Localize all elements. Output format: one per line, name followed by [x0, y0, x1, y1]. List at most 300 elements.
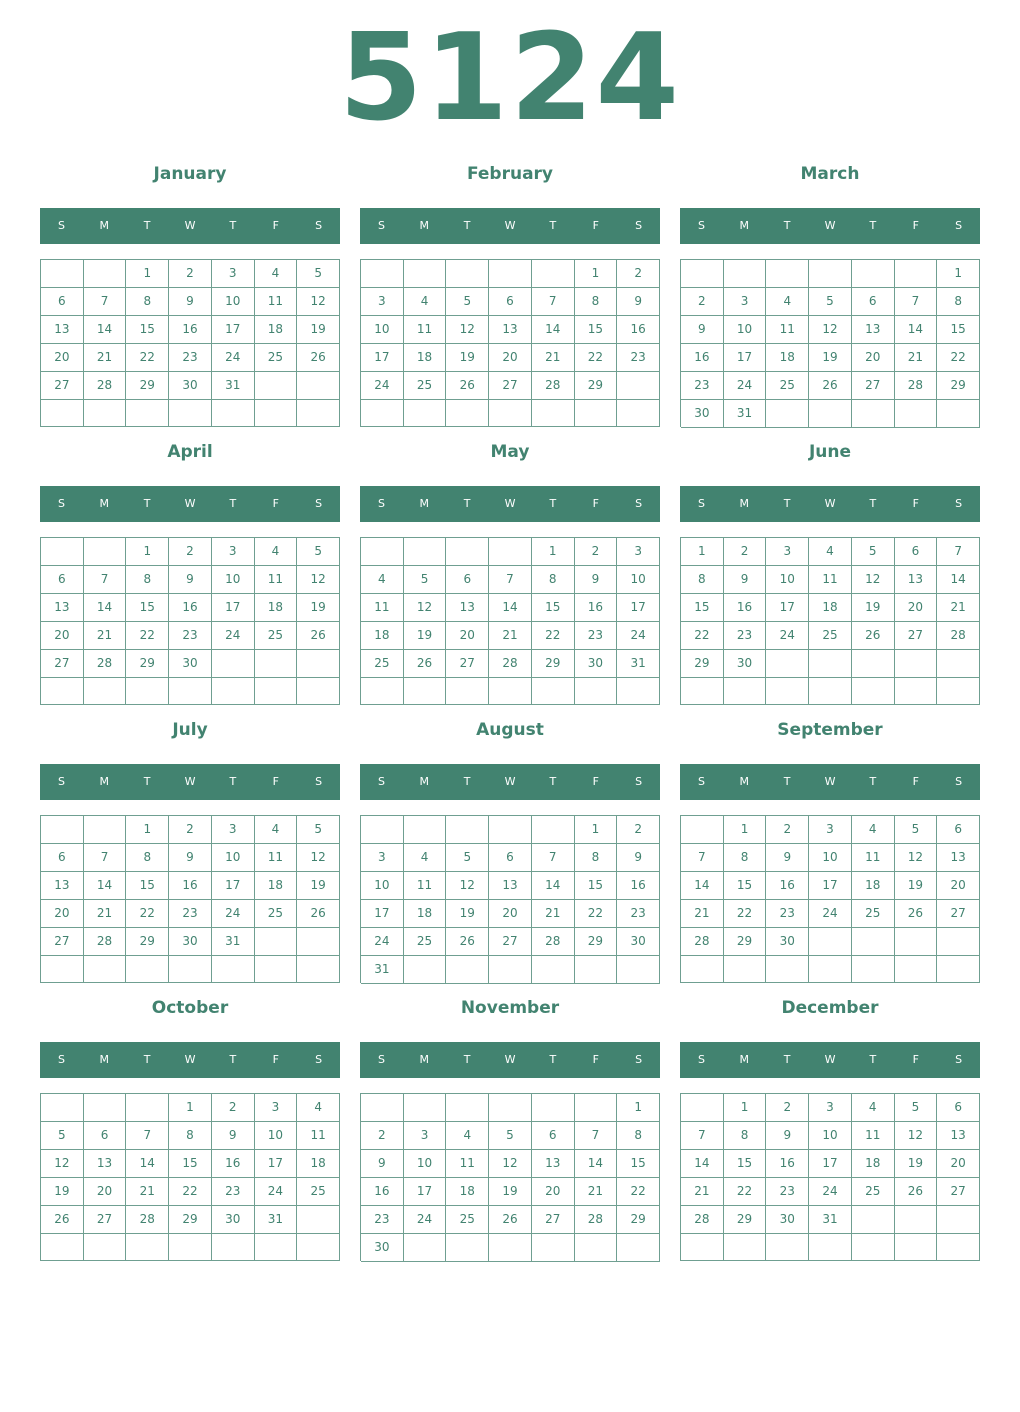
day-cell: 9: [361, 1150, 404, 1178]
weekday-label: T: [869, 219, 877, 232]
day-cell: 24: [361, 928, 404, 956]
weekday-label: S: [697, 497, 705, 510]
day-cell: 26: [404, 650, 447, 678]
empty-day-cell: [404, 678, 447, 705]
weekday-label: F: [592, 1053, 599, 1066]
day-cell: 5: [446, 288, 489, 316]
empty-day-cell: [809, 1234, 852, 1261]
day-cell: 20: [895, 594, 938, 622]
empty-day-cell: [489, 260, 532, 288]
weekday-header-row: [680, 1042, 980, 1078]
day-cell: 3: [404, 1122, 447, 1150]
day-cell: 31: [361, 956, 404, 984]
day-cell: 22: [126, 900, 169, 928]
day-cell: 14: [532, 316, 575, 344]
weekday-label: M: [419, 1053, 430, 1066]
day-cell: 22: [169, 1178, 212, 1206]
day-cell: 12: [446, 872, 489, 900]
day-cell: 30: [169, 928, 212, 956]
empty-day-cell: [895, 678, 938, 705]
day-cell: 12: [852, 566, 895, 594]
empty-day-cell: [617, 956, 660, 984]
day-cell: 30: [169, 372, 212, 400]
empty-day-cell: [41, 538, 84, 566]
day-cell: 28: [895, 372, 938, 400]
weekday-label: S: [697, 1053, 705, 1066]
day-cell: 18: [297, 1150, 340, 1178]
day-cell: 4: [446, 1122, 489, 1150]
empty-day-cell: [895, 1206, 938, 1234]
empty-day-cell: [617, 400, 660, 427]
weekday-label: T: [463, 775, 471, 788]
weekday-label: T: [549, 1053, 557, 1066]
weekday-label: W: [504, 219, 516, 232]
day-cell: 26: [297, 622, 340, 650]
weekday-header-row: [680, 764, 980, 800]
day-cell: 11: [361, 594, 404, 622]
day-cell: 4: [255, 538, 298, 566]
empty-day-cell: [255, 400, 298, 427]
empty-day-cell: [404, 816, 447, 844]
day-cell: 8: [724, 1122, 767, 1150]
empty-day-cell: [937, 650, 980, 678]
day-cell: 24: [809, 900, 852, 928]
day-cell: 14: [681, 872, 724, 900]
day-cell: 6: [532, 1122, 575, 1150]
day-cell: 13: [41, 594, 84, 622]
day-cell: 21: [681, 1178, 724, 1206]
day-cell: 23: [169, 900, 212, 928]
day-cell: 16: [681, 344, 724, 372]
day-cell: 12: [489, 1150, 532, 1178]
day-cell: 11: [297, 1122, 340, 1150]
day-cell: 6: [937, 816, 980, 844]
day-cell: 21: [937, 594, 980, 622]
day-cell: 12: [297, 288, 340, 316]
empty-day-cell: [532, 400, 575, 427]
empty-day-cell: [532, 1234, 575, 1262]
day-cell: 29: [617, 1206, 660, 1234]
month-name: June: [808, 442, 852, 462]
day-cell: 11: [255, 288, 298, 316]
day-cell: 29: [937, 372, 980, 400]
day-cell: 10: [809, 844, 852, 872]
day-cell: 10: [724, 316, 767, 344]
day-cell: 19: [489, 1178, 532, 1206]
day-cell: 21: [126, 1178, 169, 1206]
day-cell: 13: [489, 316, 532, 344]
day-cell: 20: [532, 1178, 575, 1206]
weekday-label: M: [739, 219, 750, 232]
day-cell: 3: [809, 816, 852, 844]
empty-day-cell: [852, 1206, 895, 1234]
day-cell: 4: [852, 1094, 895, 1122]
day-cell: 30: [766, 1206, 809, 1234]
day-cell: 21: [84, 900, 127, 928]
day-cell: 15: [126, 594, 169, 622]
day-cell: 28: [126, 1206, 169, 1234]
weekday-label: T: [143, 219, 151, 232]
day-cell: 27: [41, 372, 84, 400]
day-cell: 14: [84, 594, 127, 622]
empty-day-cell: [41, 1234, 84, 1261]
day-cell: 9: [681, 316, 724, 344]
weekday-label: M: [99, 1053, 110, 1066]
day-cell: 23: [169, 622, 212, 650]
weekday-label: S: [57, 497, 65, 510]
day-cell: 2: [169, 816, 212, 844]
day-cell: 23: [169, 344, 212, 372]
day-cell: 5: [895, 1094, 938, 1122]
day-cell: 11: [852, 1122, 895, 1150]
day-cell: 10: [361, 316, 404, 344]
empty-day-cell: [255, 372, 298, 400]
day-cell: 30: [681, 400, 724, 428]
day-cell: 8: [937, 288, 980, 316]
day-cell: 9: [169, 566, 212, 594]
day-cell: 16: [766, 1150, 809, 1178]
day-cell: 10: [212, 288, 255, 316]
day-cell: 7: [84, 844, 127, 872]
day-cell: 14: [126, 1150, 169, 1178]
day-cell: 3: [255, 1094, 298, 1122]
empty-day-cell: [489, 956, 532, 984]
empty-day-cell: [41, 956, 84, 983]
day-cell: 24: [809, 1178, 852, 1206]
day-cell: 27: [446, 650, 489, 678]
day-cell: 9: [724, 566, 767, 594]
day-cell: 20: [937, 1150, 980, 1178]
empty-day-cell: [489, 678, 532, 705]
day-cell: 29: [126, 928, 169, 956]
day-cell: 11: [766, 316, 809, 344]
weekday-label: F: [912, 219, 919, 232]
day-cell: 9: [169, 844, 212, 872]
day-cell: 11: [446, 1150, 489, 1178]
day-cell: 25: [255, 344, 298, 372]
day-cell: 12: [297, 844, 340, 872]
empty-day-cell: [852, 1234, 895, 1261]
empty-day-cell: [937, 1206, 980, 1234]
day-cell: 25: [852, 1178, 895, 1206]
weekday-label: T: [463, 219, 471, 232]
empty-day-cell: [212, 1234, 255, 1261]
day-cell: 17: [404, 1178, 447, 1206]
day-grid: [40, 815, 340, 983]
day-cell: 1: [724, 816, 767, 844]
empty-day-cell: [766, 678, 809, 705]
day-cell: 26: [297, 900, 340, 928]
day-cell: 15: [126, 872, 169, 900]
weekday-label: S: [57, 1053, 65, 1066]
day-cell: 6: [489, 288, 532, 316]
weekday-label: S: [377, 775, 385, 788]
day-cell: 12: [895, 1122, 938, 1150]
day-cell: 31: [212, 928, 255, 956]
day-cell: 2: [617, 260, 660, 288]
day-cell: 1: [575, 816, 618, 844]
day-cell: 30: [617, 928, 660, 956]
day-cell: 25: [852, 900, 895, 928]
day-cell: 5: [895, 816, 938, 844]
weekday-label: T: [549, 775, 557, 788]
day-cell: 28: [681, 1206, 724, 1234]
day-cell: 22: [681, 622, 724, 650]
day-cell: 16: [361, 1178, 404, 1206]
weekday-label: M: [739, 775, 750, 788]
weekday-label: T: [549, 497, 557, 510]
day-cell: 27: [532, 1206, 575, 1234]
empty-day-cell: [575, 400, 618, 427]
day-cell: 27: [937, 900, 980, 928]
day-cell: 29: [126, 372, 169, 400]
day-cell: 17: [361, 900, 404, 928]
day-cell: 1: [575, 260, 618, 288]
day-cell: 21: [532, 344, 575, 372]
weekday-label: T: [869, 1053, 877, 1066]
day-cell: 19: [404, 622, 447, 650]
weekday-label: S: [955, 497, 963, 510]
day-cell: 5: [809, 288, 852, 316]
empty-day-cell: [489, 538, 532, 566]
day-cell: 19: [446, 900, 489, 928]
day-cell: 2: [212, 1094, 255, 1122]
empty-day-cell: [446, 956, 489, 984]
weekday-label: S: [315, 497, 323, 510]
weekday-label: W: [824, 775, 836, 788]
day-cell: 14: [489, 594, 532, 622]
day-cell: 31: [212, 372, 255, 400]
day-cell: 7: [532, 844, 575, 872]
empty-day-cell: [809, 956, 852, 983]
day-cell: 21: [575, 1178, 618, 1206]
empty-day-cell: [852, 678, 895, 705]
day-cell: 1: [617, 1094, 660, 1122]
day-cell: 18: [446, 1178, 489, 1206]
empty-day-cell: [575, 1234, 618, 1262]
day-cell: 8: [724, 844, 767, 872]
day-cell: 14: [681, 1150, 724, 1178]
empty-day-cell: [809, 678, 852, 705]
day-cell: 15: [169, 1150, 212, 1178]
day-grid: [680, 1093, 980, 1261]
day-cell: 18: [255, 316, 298, 344]
day-cell: 7: [937, 538, 980, 566]
day-cell: 19: [41, 1178, 84, 1206]
day-cell: 1: [724, 1094, 767, 1122]
empty-day-cell: [575, 1094, 618, 1122]
day-cell: 2: [169, 538, 212, 566]
weekday-label: F: [592, 775, 599, 788]
day-cell: 31: [255, 1206, 298, 1234]
empty-day-cell: [361, 260, 404, 288]
empty-day-cell: [297, 956, 340, 983]
day-cell: 25: [255, 900, 298, 928]
day-cell: 6: [937, 1094, 980, 1122]
day-cell: 11: [255, 844, 298, 872]
day-cell: 1: [169, 1094, 212, 1122]
day-cell: 24: [212, 344, 255, 372]
empty-day-cell: [489, 816, 532, 844]
weekday-label: S: [57, 219, 65, 232]
day-cell: 16: [169, 594, 212, 622]
weekday-label: S: [955, 1053, 963, 1066]
empty-day-cell: [895, 1234, 938, 1261]
weekday-label: S: [635, 219, 643, 232]
day-cell: 28: [489, 650, 532, 678]
weekday-label: F: [272, 1053, 279, 1066]
day-cell: 29: [724, 928, 767, 956]
day-cell: 3: [212, 816, 255, 844]
day-cell: 26: [446, 928, 489, 956]
day-cell: 19: [446, 344, 489, 372]
empty-day-cell: [41, 816, 84, 844]
day-cell: 29: [169, 1206, 212, 1234]
empty-day-cell: [937, 678, 980, 705]
empty-day-cell: [255, 928, 298, 956]
empty-day-cell: [404, 400, 447, 427]
day-cell: 20: [41, 344, 84, 372]
weekday-label: W: [504, 497, 516, 510]
empty-day-cell: [809, 400, 852, 428]
day-cell: 23: [617, 900, 660, 928]
weekday-label: T: [143, 775, 151, 788]
day-cell: 19: [809, 344, 852, 372]
day-cell: 5: [852, 538, 895, 566]
day-cell: 29: [575, 928, 618, 956]
day-cell: 4: [255, 260, 298, 288]
day-cell: 27: [84, 1206, 127, 1234]
day-cell: 30: [212, 1206, 255, 1234]
day-cell: 13: [937, 844, 980, 872]
weekday-label: S: [315, 775, 323, 788]
day-cell: 21: [681, 900, 724, 928]
day-cell: 14: [575, 1150, 618, 1178]
day-cell: 11: [809, 566, 852, 594]
empty-day-cell: [681, 1094, 724, 1122]
day-cell: 22: [126, 622, 169, 650]
day-cell: 20: [41, 900, 84, 928]
empty-day-cell: [809, 260, 852, 288]
day-cell: 30: [724, 650, 767, 678]
empty-day-cell: [255, 678, 298, 705]
day-cell: 4: [404, 288, 447, 316]
day-cell: 1: [126, 538, 169, 566]
day-cell: 11: [404, 316, 447, 344]
day-cell: 8: [532, 566, 575, 594]
day-cell: 13: [41, 316, 84, 344]
empty-day-cell: [84, 956, 127, 983]
weekday-label: S: [377, 497, 385, 510]
day-cell: 6: [489, 844, 532, 872]
day-cell: 16: [724, 594, 767, 622]
day-cell: 23: [575, 622, 618, 650]
empty-day-cell: [255, 650, 298, 678]
day-cell: 8: [575, 844, 618, 872]
weekday-header-row: [360, 1042, 660, 1078]
weekday-label: W: [184, 775, 196, 788]
day-cell: 21: [489, 622, 532, 650]
empty-day-cell: [681, 678, 724, 705]
empty-day-cell: [937, 1234, 980, 1261]
day-cell: 2: [681, 288, 724, 316]
weekday-header-row: [40, 1042, 340, 1078]
day-cell: 22: [724, 1178, 767, 1206]
empty-day-cell: [895, 650, 938, 678]
day-cell: 5: [41, 1122, 84, 1150]
day-cell: 12: [41, 1150, 84, 1178]
day-cell: 28: [84, 650, 127, 678]
day-cell: 15: [724, 1150, 767, 1178]
empty-day-cell: [169, 678, 212, 705]
day-cell: 28: [937, 622, 980, 650]
day-cell: 27: [852, 372, 895, 400]
empty-day-cell: [489, 1234, 532, 1262]
day-cell: 2: [766, 1094, 809, 1122]
day-cell: 17: [212, 872, 255, 900]
weekday-label: T: [463, 497, 471, 510]
month-name: May: [490, 442, 530, 462]
empty-day-cell: [404, 260, 447, 288]
weekday-header-row: [40, 208, 340, 244]
weekday-label: S: [635, 775, 643, 788]
empty-day-cell: [361, 538, 404, 566]
weekday-label: T: [783, 219, 791, 232]
day-cell: 22: [575, 344, 618, 372]
empty-day-cell: [446, 260, 489, 288]
day-cell: 10: [404, 1150, 447, 1178]
weekday-label: M: [419, 775, 430, 788]
day-cell: 26: [446, 372, 489, 400]
day-cell: 14: [532, 872, 575, 900]
day-cell: 27: [41, 928, 84, 956]
day-cell: 14: [895, 316, 938, 344]
day-cell: 1: [126, 260, 169, 288]
day-cell: 17: [724, 344, 767, 372]
day-cell: 5: [404, 566, 447, 594]
day-cell: 1: [532, 538, 575, 566]
day-cell: 3: [809, 1094, 852, 1122]
empty-day-cell: [766, 1234, 809, 1261]
empty-day-cell: [297, 678, 340, 705]
month-name: March: [800, 164, 860, 184]
weekday-label: M: [739, 1053, 750, 1066]
empty-day-cell: [297, 372, 340, 400]
day-cell: 16: [169, 872, 212, 900]
day-cell: 24: [212, 900, 255, 928]
weekday-label: W: [824, 219, 836, 232]
empty-day-cell: [852, 260, 895, 288]
day-cell: 20: [937, 872, 980, 900]
day-cell: 3: [212, 538, 255, 566]
weekday-label: T: [783, 497, 791, 510]
day-cell: 29: [532, 650, 575, 678]
month-name: February: [466, 164, 554, 184]
empty-day-cell: [446, 1234, 489, 1262]
empty-day-cell: [724, 956, 767, 983]
day-cell: 25: [404, 372, 447, 400]
day-cell: 30: [575, 650, 618, 678]
day-cell: 4: [297, 1094, 340, 1122]
day-cell: 8: [126, 566, 169, 594]
day-cell: 5: [489, 1122, 532, 1150]
day-cell: 9: [169, 288, 212, 316]
day-cell: 18: [404, 344, 447, 372]
weekday-label: M: [99, 497, 110, 510]
month-name: August: [476, 720, 544, 740]
day-cell: 2: [169, 260, 212, 288]
day-cell: 8: [575, 288, 618, 316]
